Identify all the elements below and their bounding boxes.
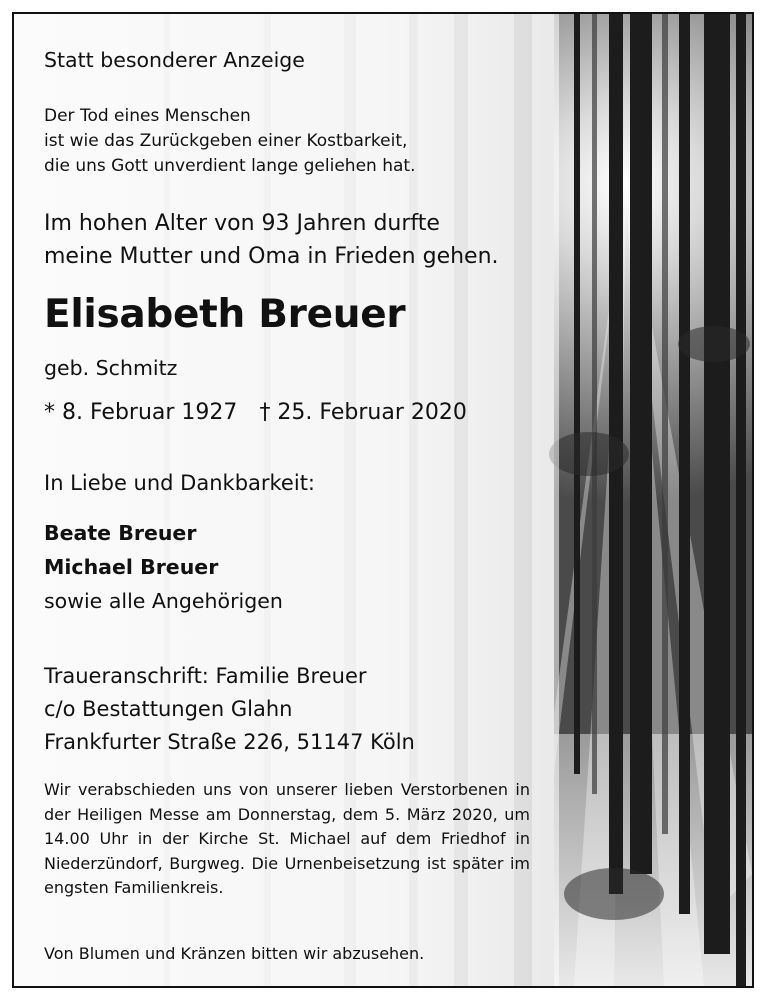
funeral-mass-text: Wir verabschieden uns von unserer lieben Verstorbenen in der Heiligen Messe am Donnerstag, dem 5. März 2020, um 14.00 Uhr in der Kirche St. Michael auf dem Friedhof in Niederzündorf, Burgweg. Die Urnenbeisetzung ist später im engsten Familienkreis. bbox=[44, 780, 530, 897]
life-dates bbox=[44, 400, 467, 425]
address-line: Traueranschrift: Familie Breuer bbox=[44, 664, 367, 688]
quote bbox=[44, 104, 415, 179]
deceased-name: Elisabeth Breuer bbox=[44, 292, 406, 337]
intro-text bbox=[44, 207, 499, 273]
quote-line: die uns Gott unverdient lange geliehen hat. bbox=[44, 156, 416, 176]
address-line: Frankfurter Straße 226, 51147 Köln bbox=[44, 730, 415, 754]
flowers-request: Von Blumen und Kränzen bitten wir abzusehen. bbox=[44, 944, 425, 963]
mourners bbox=[44, 516, 283, 618]
intro-line: Im hohen Alter von 93 Jahren durfte bbox=[44, 211, 440, 236]
relatives-line: sowie alle Angehörigen bbox=[44, 589, 283, 613]
quote-line: Der Tod eines Menschen bbox=[44, 106, 251, 126]
notice-header: Statt besonderer Anzeige bbox=[44, 48, 305, 72]
death-date: † 25. Februar 2020 bbox=[259, 400, 467, 425]
address-line: c/o Bestattungen Glahn bbox=[44, 697, 293, 721]
birth-name: geb. Schmitz bbox=[44, 356, 178, 380]
intro-line: meine Mutter und Oma in Frieden gehen. bbox=[44, 244, 499, 269]
mourner-name: Beate Breuer bbox=[44, 521, 197, 545]
quote-line: ist wie das Zurückgeben einer Kostbarkeit, bbox=[44, 131, 408, 151]
obituary-frame bbox=[12, 12, 754, 988]
mourning-address bbox=[44, 660, 415, 759]
love-line: In Liebe und Dankbarkeit: bbox=[44, 471, 316, 495]
birth-date: * 8. Februar 1927 bbox=[44, 400, 238, 425]
mourner-name: Michael Breuer bbox=[44, 555, 219, 579]
